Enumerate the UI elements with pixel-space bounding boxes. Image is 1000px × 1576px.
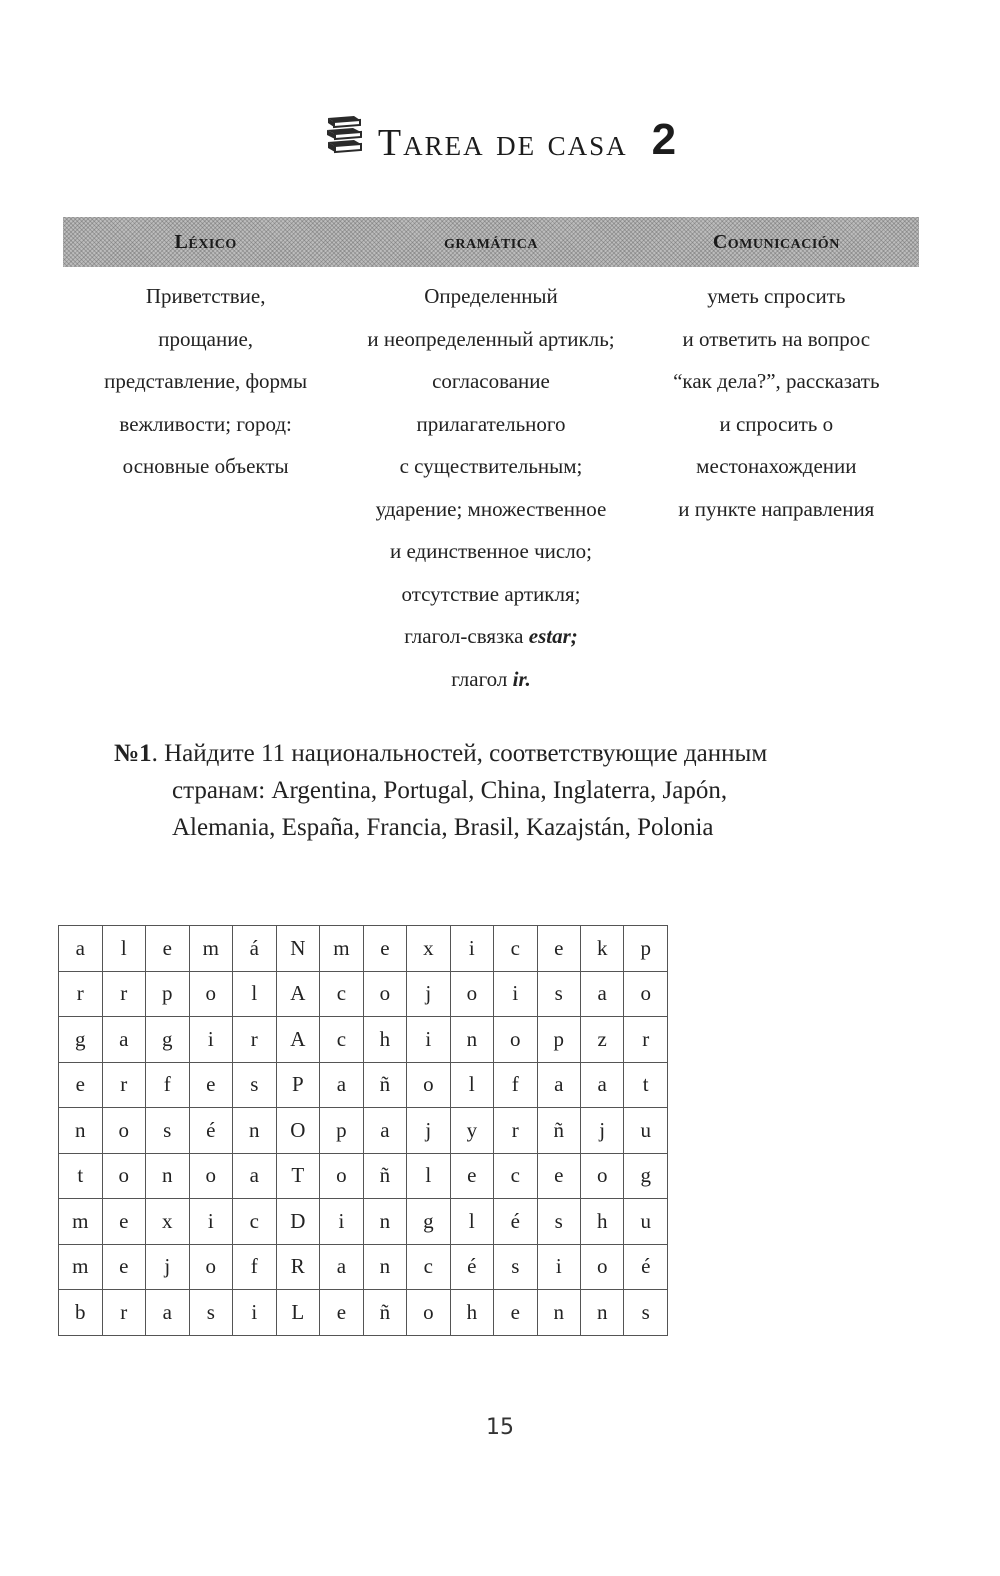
grid-cell[interactable]: n bbox=[580, 1290, 623, 1336]
grid-cell[interactable]: r bbox=[59, 971, 103, 1017]
grid-cell[interactable]: j bbox=[580, 1108, 623, 1154]
grid-cell[interactable]: j bbox=[146, 1244, 189, 1290]
task-line-1: №1. Найдите 11 национальностей, соответствующие данным bbox=[114, 740, 768, 767]
grid-cell[interactable]: i bbox=[537, 1244, 580, 1290]
task-1 bbox=[114, 735, 894, 846]
grid-cell[interactable]: D bbox=[276, 1199, 320, 1245]
grid-cell[interactable]: u bbox=[624, 1199, 668, 1245]
gramatica-line-ir bbox=[348, 658, 633, 701]
grid-row bbox=[59, 971, 668, 1017]
grid-row bbox=[59, 1244, 668, 1290]
grid-cell[interactable]: u bbox=[624, 1108, 668, 1154]
grid-cell[interactable]: m bbox=[59, 1244, 103, 1290]
grid-cell[interactable]: e bbox=[146, 926, 189, 972]
gramatica-line: Определенный bbox=[424, 284, 558, 308]
grid-cell[interactable]: f bbox=[146, 1062, 189, 1108]
gramatica-line: ударение; множественное bbox=[375, 496, 607, 521]
grid-cell[interactable]: x bbox=[146, 1199, 189, 1245]
grid-cell[interactable]: o bbox=[102, 1153, 145, 1199]
grid-cell[interactable]: c bbox=[407, 1244, 450, 1290]
grid-cell[interactable]: g bbox=[407, 1199, 450, 1245]
comunicacion-column bbox=[634, 275, 919, 700]
grid-cell[interactable]: a bbox=[537, 1062, 580, 1108]
lexico-line: основные объекты bbox=[122, 454, 289, 478]
grid-cell[interactable]: ñ bbox=[363, 1062, 406, 1108]
grid-cell[interactable]: i bbox=[320, 1199, 364, 1245]
grid-cell[interactable]: n bbox=[363, 1199, 406, 1245]
gramatica-column bbox=[348, 275, 633, 700]
lexico-line: вежливости; город: bbox=[119, 411, 292, 436]
grid-row bbox=[59, 926, 668, 972]
grid-cell[interactable]: o bbox=[407, 1062, 450, 1108]
grid-cell[interactable]: á bbox=[233, 926, 276, 972]
grid-cell[interactable]: A bbox=[276, 971, 320, 1017]
estar-word: estar; bbox=[528, 624, 578, 648]
grid-cell[interactable]: c bbox=[494, 926, 537, 972]
grid-cell[interactable]: o bbox=[450, 971, 493, 1017]
grid-cell[interactable]: s bbox=[233, 1062, 276, 1108]
grid-cell[interactable]: P bbox=[276, 1062, 320, 1108]
grid-cell[interactable]: s bbox=[494, 1244, 537, 1290]
grid-cell[interactable]: o bbox=[580, 1244, 623, 1290]
grid-cell[interactable]: r bbox=[102, 1290, 145, 1336]
grid-cell[interactable]: i bbox=[407, 1017, 450, 1063]
grid-row bbox=[59, 1017, 668, 1063]
grid-row bbox=[59, 1108, 668, 1154]
grid-cell[interactable]: g bbox=[59, 1017, 103, 1063]
grid-cell[interactable]: n bbox=[146, 1153, 189, 1199]
grid-cell[interactable]: r bbox=[102, 971, 145, 1017]
topics-header-band bbox=[63, 217, 919, 267]
grid-cell[interactable]: e bbox=[189, 1062, 233, 1108]
grid-cell[interactable]: ñ bbox=[363, 1290, 406, 1336]
grid-cell[interactable]: b bbox=[59, 1290, 103, 1336]
lexico-column bbox=[63, 275, 348, 700]
lexico-line: Приветствие, bbox=[145, 284, 266, 308]
grid-cell[interactable]: o bbox=[189, 971, 233, 1017]
grid-cell[interactable]: a bbox=[320, 1062, 364, 1108]
comunicacion-line: и пункте направления bbox=[678, 496, 875, 521]
title-number: 2 bbox=[651, 115, 677, 164]
grid-cell[interactable]: i bbox=[189, 1017, 233, 1063]
grid-cell[interactable]: é bbox=[189, 1108, 233, 1154]
grid-cell[interactable]: e bbox=[537, 1153, 580, 1199]
topics-columns bbox=[63, 275, 919, 700]
grid-cell[interactable]: a bbox=[363, 1108, 406, 1154]
header-lexico: Léxico bbox=[174, 230, 237, 253]
comunicacion-line: местонахождении bbox=[696, 454, 857, 478]
grid-cell[interactable]: N bbox=[276, 926, 320, 972]
grid-cell[interactable]: f bbox=[494, 1062, 537, 1108]
grid-cell[interactable]: h bbox=[363, 1017, 406, 1063]
grid-cell[interactable]: t bbox=[59, 1153, 103, 1199]
grid-cell[interactable]: e bbox=[102, 1244, 145, 1290]
gramatica-line: прилагательного bbox=[416, 411, 566, 436]
grid-cell[interactable]: a bbox=[102, 1017, 145, 1063]
grid-cell[interactable]: e bbox=[537, 926, 580, 972]
grid-cell[interactable]: o bbox=[189, 1244, 233, 1290]
grid-cell[interactable]: é bbox=[624, 1244, 668, 1290]
grid-cell[interactable]: z bbox=[580, 1017, 623, 1063]
lexico-line: прощание, bbox=[158, 326, 254, 351]
grid-cell[interactable]: i bbox=[450, 926, 493, 972]
gramatica-line: с существительным; bbox=[399, 454, 583, 478]
grid-cell[interactable]: s bbox=[537, 1199, 580, 1245]
grid-cell[interactable]: o bbox=[494, 1017, 537, 1063]
grid-cell[interactable]: r bbox=[102, 1062, 145, 1108]
grid-cell[interactable]: f bbox=[233, 1244, 276, 1290]
gramatica-line: согласование bbox=[432, 369, 550, 393]
grid-cell[interactable]: é bbox=[450, 1244, 493, 1290]
grid-cell[interactable]: s bbox=[146, 1108, 189, 1154]
grid-row bbox=[59, 1062, 668, 1108]
grid-cell[interactable]: c bbox=[320, 971, 364, 1017]
grid-cell[interactable]: p bbox=[537, 1017, 580, 1063]
grid-cell[interactable]: a bbox=[580, 971, 623, 1017]
word-search-grid bbox=[58, 925, 668, 1336]
grid-cell[interactable]: o bbox=[407, 1290, 450, 1336]
grid-cell[interactable]: j bbox=[407, 1108, 450, 1154]
grid-cell[interactable]: ñ bbox=[363, 1153, 406, 1199]
grid-cell[interactable]: e bbox=[102, 1199, 145, 1245]
gramatica-line: и единственное число; bbox=[389, 539, 593, 563]
grid-cell[interactable]: R bbox=[276, 1244, 320, 1290]
grid-cell[interactable]: e bbox=[450, 1153, 493, 1199]
grid-cell[interactable]: o bbox=[580, 1153, 623, 1199]
grid-cell[interactable]: g bbox=[146, 1017, 189, 1063]
grid-cell[interactable]: n bbox=[537, 1290, 580, 1336]
grid-cell[interactable]: l bbox=[450, 1199, 493, 1245]
comunicacion-line: “как дела?”, рассказать bbox=[673, 369, 880, 393]
grid-cell[interactable]: i bbox=[494, 971, 537, 1017]
grid-cell[interactable]: e bbox=[363, 926, 406, 972]
grid-cell[interactable]: k bbox=[580, 926, 623, 972]
grid-cell[interactable]: n bbox=[233, 1108, 276, 1154]
comunicacion-line: уметь спросить bbox=[707, 284, 846, 308]
lexico-line: представление, формы bbox=[104, 369, 308, 393]
grid-cell[interactable]: é bbox=[494, 1199, 537, 1245]
grid-cell[interactable]: j bbox=[407, 971, 450, 1017]
grid-cell[interactable]: c bbox=[494, 1153, 537, 1199]
grid-cell[interactable]: p bbox=[320, 1108, 364, 1154]
grid-cell[interactable]: A bbox=[276, 1017, 320, 1063]
grid-cell[interactable]: n bbox=[59, 1108, 103, 1154]
grid-cell[interactable]: e bbox=[494, 1290, 537, 1336]
grid-cell[interactable]: r bbox=[494, 1108, 537, 1154]
gramatica-line: и неопределенный артикль; bbox=[367, 326, 615, 351]
grid-cell[interactable]: l bbox=[233, 971, 276, 1017]
header-gramatica: gramática bbox=[444, 230, 538, 253]
grid-row bbox=[59, 1153, 668, 1199]
comunicacion-line: и спросить о bbox=[719, 411, 834, 436]
task-number: №1 bbox=[114, 740, 152, 767]
grid-cell[interactable]: n bbox=[363, 1244, 406, 1290]
grid-cell[interactable]: a bbox=[580, 1062, 623, 1108]
gramatica-line-estar bbox=[348, 615, 633, 658]
page-number: 15 bbox=[486, 1415, 514, 1440]
grid-cell[interactable]: O bbox=[276, 1108, 320, 1154]
grid-cell[interactable]: a bbox=[320, 1244, 364, 1290]
task-line-2: странам: Argentina, Portugal, China, Inglaterra, Japón, bbox=[172, 777, 728, 804]
grid-cell[interactable]: o bbox=[320, 1153, 364, 1199]
grid-cell[interactable]: h bbox=[450, 1290, 493, 1336]
grid-cell[interactable]: t bbox=[624, 1062, 668, 1108]
grid-cell[interactable]: a bbox=[59, 926, 103, 972]
grid-cell[interactable]: o bbox=[363, 971, 406, 1017]
grid-cell[interactable]: y bbox=[450, 1108, 493, 1154]
grid-cell[interactable]: m bbox=[320, 926, 364, 972]
grid-cell[interactable]: ñ bbox=[537, 1108, 580, 1154]
grid-cell[interactable]: p bbox=[624, 926, 668, 972]
gramatica-line: отсутствие артикля; bbox=[401, 581, 581, 606]
grid-cell[interactable]: g bbox=[624, 1153, 668, 1199]
ir-word: ir. bbox=[512, 666, 531, 691]
comunicacion-line: и ответить на вопрос bbox=[682, 326, 871, 351]
grid-cell[interactable]: n bbox=[450, 1017, 493, 1063]
grid-cell[interactable]: s bbox=[189, 1290, 233, 1336]
estar-prefix: глагол-связка bbox=[404, 624, 529, 648]
grid-cell[interactable]: o bbox=[102, 1108, 145, 1154]
grid-cell[interactable]: m bbox=[189, 926, 233, 972]
grid-cell[interactable]: e bbox=[320, 1290, 364, 1336]
grid-cell[interactable]: s bbox=[537, 971, 580, 1017]
grid-cell[interactable]: L bbox=[276, 1290, 320, 1336]
ir-prefix: глагол bbox=[451, 666, 513, 691]
grid-cell[interactable]: c bbox=[320, 1017, 364, 1063]
grid-cell[interactable]: a bbox=[146, 1290, 189, 1336]
grid-cell[interactable]: T bbox=[276, 1153, 320, 1199]
grid-cell[interactable]: c bbox=[233, 1199, 276, 1245]
grid-cell[interactable]: l bbox=[407, 1153, 450, 1199]
grid-cell[interactable]: i bbox=[233, 1290, 276, 1336]
grid-cell[interactable]: r bbox=[624, 1017, 668, 1063]
grid-cell[interactable]: o bbox=[189, 1153, 233, 1199]
grid-cell[interactable]: i bbox=[189, 1199, 233, 1245]
grid-cell[interactable]: s bbox=[624, 1290, 668, 1336]
grid-cell[interactable]: r bbox=[233, 1017, 276, 1063]
grid-row bbox=[59, 1290, 668, 1336]
grid-cell[interactable]: m bbox=[59, 1199, 103, 1245]
grid-cell[interactable]: l bbox=[450, 1062, 493, 1108]
grid-cell[interactable]: a bbox=[233, 1153, 276, 1199]
task-line-3: Alemania, España, Francia, Brasil, Kazajstán, Polonia bbox=[172, 814, 714, 841]
task-text-1: Найдите 11 национальностей, соответствующие данным bbox=[164, 740, 768, 767]
page-title bbox=[0, 112, 1000, 182]
grid-cell[interactable]: x bbox=[407, 926, 450, 972]
grid-cell[interactable]: p bbox=[146, 971, 189, 1017]
grid-cell[interactable]: h bbox=[580, 1199, 623, 1245]
header-comunicacion: Comunicación bbox=[712, 230, 840, 253]
book-stack-icon bbox=[324, 112, 364, 156]
grid-row bbox=[59, 1199, 668, 1245]
grid-cell[interactable]: l bbox=[102, 926, 145, 972]
grid-cell[interactable]: o bbox=[624, 971, 668, 1017]
title-text: Tarea de casa bbox=[377, 122, 628, 164]
grid-cell[interactable]: e bbox=[59, 1062, 103, 1108]
